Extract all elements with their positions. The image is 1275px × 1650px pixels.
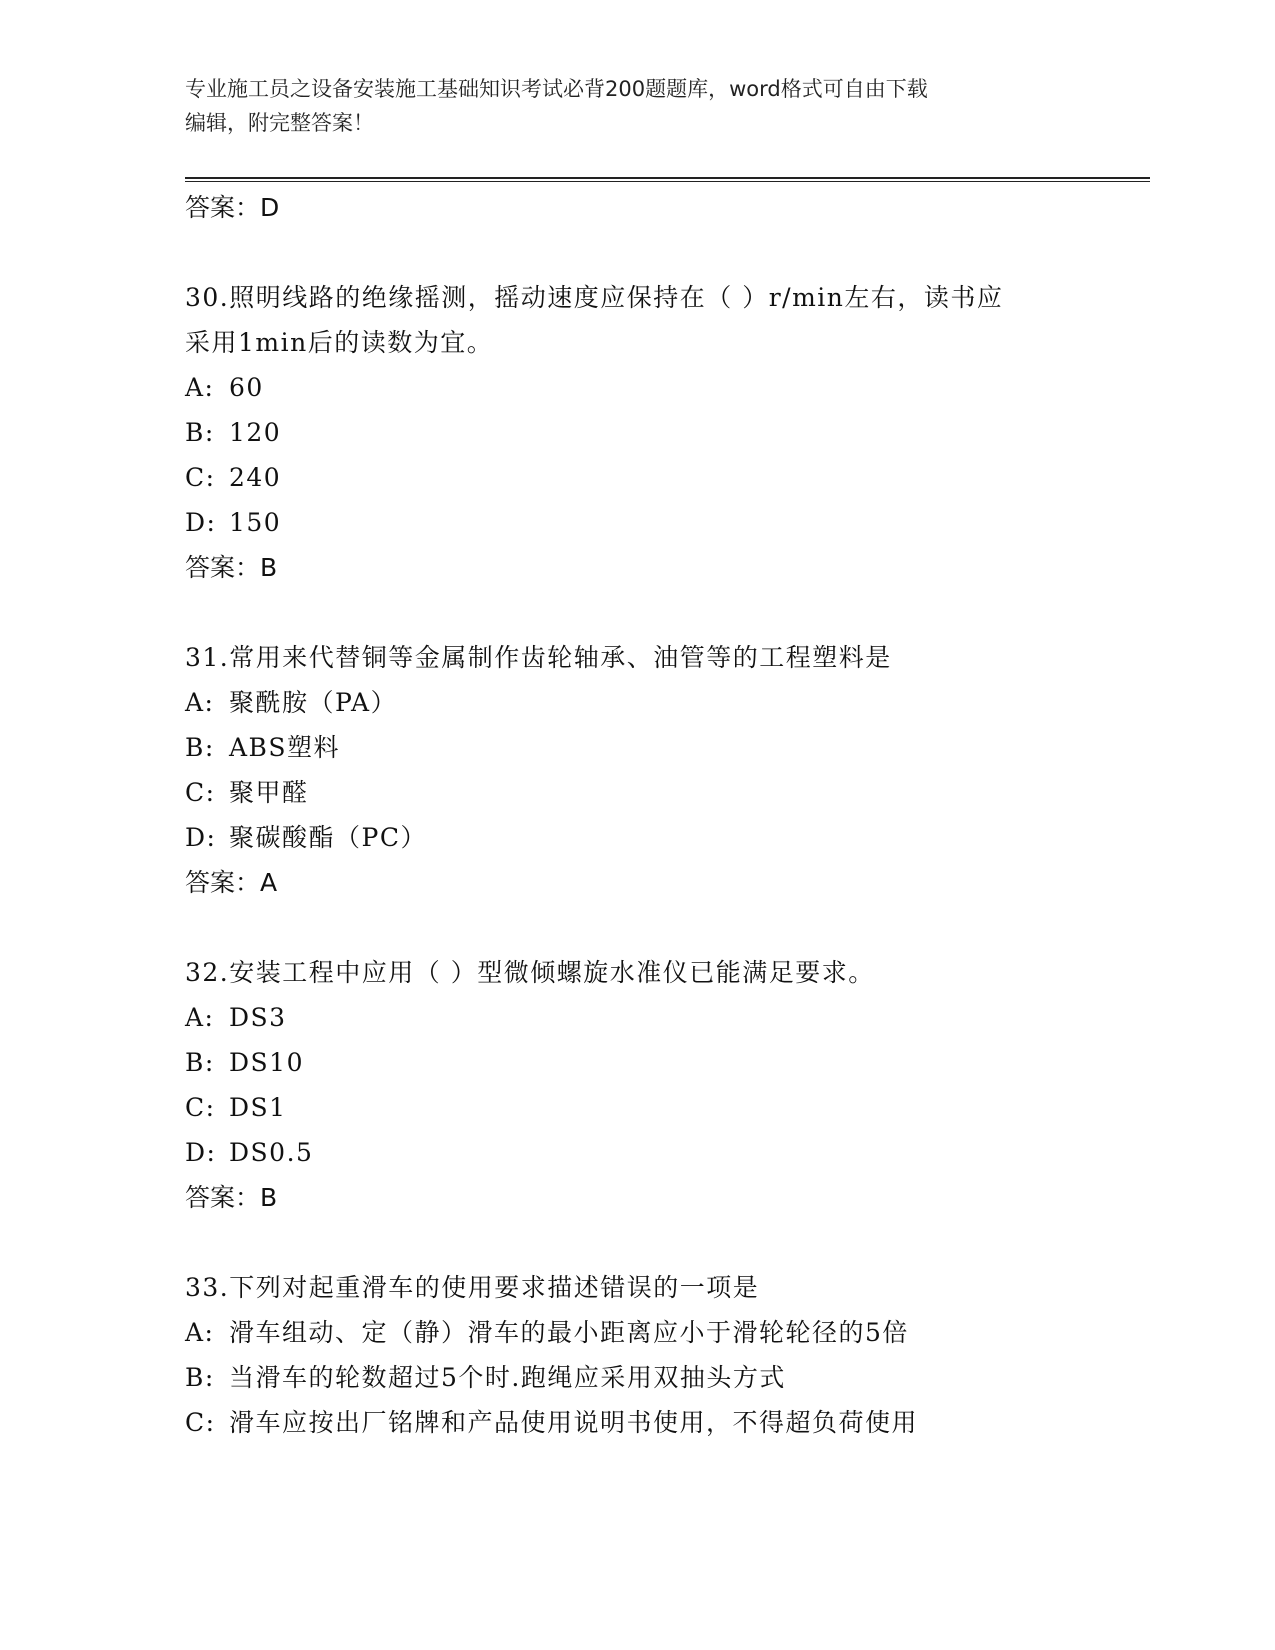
option-a bbox=[185, 1310, 1145, 1355]
option-text: 聚酰胺（PA） bbox=[229, 688, 398, 717]
option-letter: B: bbox=[185, 418, 215, 447]
question-answer: 答案：A bbox=[185, 868, 278, 897]
option-text: 240 bbox=[229, 463, 282, 492]
question-32 bbox=[185, 950, 1145, 1220]
header-line-1: 专业施工员之设备安装施工基础知识考试必背200题题库，word格式可自由下载 bbox=[185, 77, 928, 101]
question-stem-line-1: 31.常用来代替铜等金属制作齿轮轴承、油管等的工程塑料是 bbox=[185, 643, 892, 672]
option-b bbox=[185, 1355, 1145, 1400]
option-letter: C: bbox=[185, 463, 216, 492]
option-letter: D: bbox=[185, 508, 217, 537]
question-33 bbox=[185, 1265, 1145, 1445]
question-answer: 答案：B bbox=[185, 553, 278, 582]
question-stem-line-1: 30.照明线路的绝缘摇测，摇动速度应保持在（ ）r/min左右，读书应 bbox=[185, 283, 1004, 312]
header-line-2: 编辑，附完整答案！ bbox=[185, 111, 374, 135]
option-text: DS10 bbox=[229, 1048, 304, 1077]
option-letter: C: bbox=[185, 1408, 216, 1437]
option-letter: B: bbox=[185, 1363, 215, 1392]
option-letter: B: bbox=[185, 733, 215, 762]
option-text: 滑车组动、定（静）滑车的最小距离应小于滑轮轮径的5倍 bbox=[229, 1318, 909, 1347]
page-header bbox=[185, 72, 1105, 140]
option-c bbox=[185, 455, 1145, 500]
option-letter: A: bbox=[185, 1318, 215, 1347]
question-answer: 答案：B bbox=[185, 1183, 278, 1212]
option-text: DS1 bbox=[229, 1093, 287, 1122]
option-a bbox=[185, 995, 1145, 1040]
question-stem-line-2: 采用1min后的读数为宜。 bbox=[185, 328, 494, 357]
question-31 bbox=[185, 635, 1145, 905]
option-text: ABS塑料 bbox=[229, 733, 341, 762]
option-c bbox=[185, 1085, 1145, 1130]
option-letter: A: bbox=[185, 373, 215, 402]
option-a bbox=[185, 365, 1145, 410]
option-c bbox=[185, 1400, 1145, 1445]
question-stem-line-1: 33.下列对起重滑车的使用要求描述错误的一项是 bbox=[185, 1273, 760, 1302]
option-letter: D: bbox=[185, 823, 217, 852]
option-text: 聚甲醛 bbox=[229, 778, 309, 807]
option-c bbox=[185, 770, 1145, 815]
option-letter: B: bbox=[185, 1048, 215, 1077]
option-b bbox=[185, 410, 1145, 455]
option-letter: C: bbox=[185, 1093, 216, 1122]
option-letter: C: bbox=[185, 778, 216, 807]
header-divider bbox=[185, 177, 1150, 182]
option-text: 150 bbox=[229, 508, 282, 537]
option-d bbox=[185, 1130, 1145, 1175]
option-text: 聚碳酸酯（PC） bbox=[229, 823, 427, 852]
option-a bbox=[185, 680, 1145, 725]
option-text: 60 bbox=[229, 373, 264, 402]
option-letter: D: bbox=[185, 1138, 217, 1167]
option-text: DS3 bbox=[229, 1003, 287, 1032]
option-b bbox=[185, 725, 1145, 770]
option-b bbox=[185, 1040, 1145, 1085]
option-text: DS0.5 bbox=[229, 1138, 314, 1167]
previous-answer: 答案：D bbox=[185, 193, 280, 222]
option-text: 120 bbox=[229, 418, 282, 447]
option-text: 滑车应按出厂铭牌和产品使用说明书使用，不得超负荷使用 bbox=[229, 1408, 919, 1437]
option-d bbox=[185, 815, 1145, 860]
question-list bbox=[185, 185, 1145, 1445]
question-stem-line-1: 32.安装工程中应用（ ）型微倾螺旋水准仪已能满足要求。 bbox=[185, 958, 875, 987]
question-30 bbox=[185, 275, 1145, 590]
option-d bbox=[185, 500, 1145, 545]
option-letter: A: bbox=[185, 688, 215, 717]
option-letter: A: bbox=[185, 1003, 215, 1032]
option-text: 当滑车的轮数超过5个时.跑绳应采用双抽头方式 bbox=[229, 1363, 786, 1392]
